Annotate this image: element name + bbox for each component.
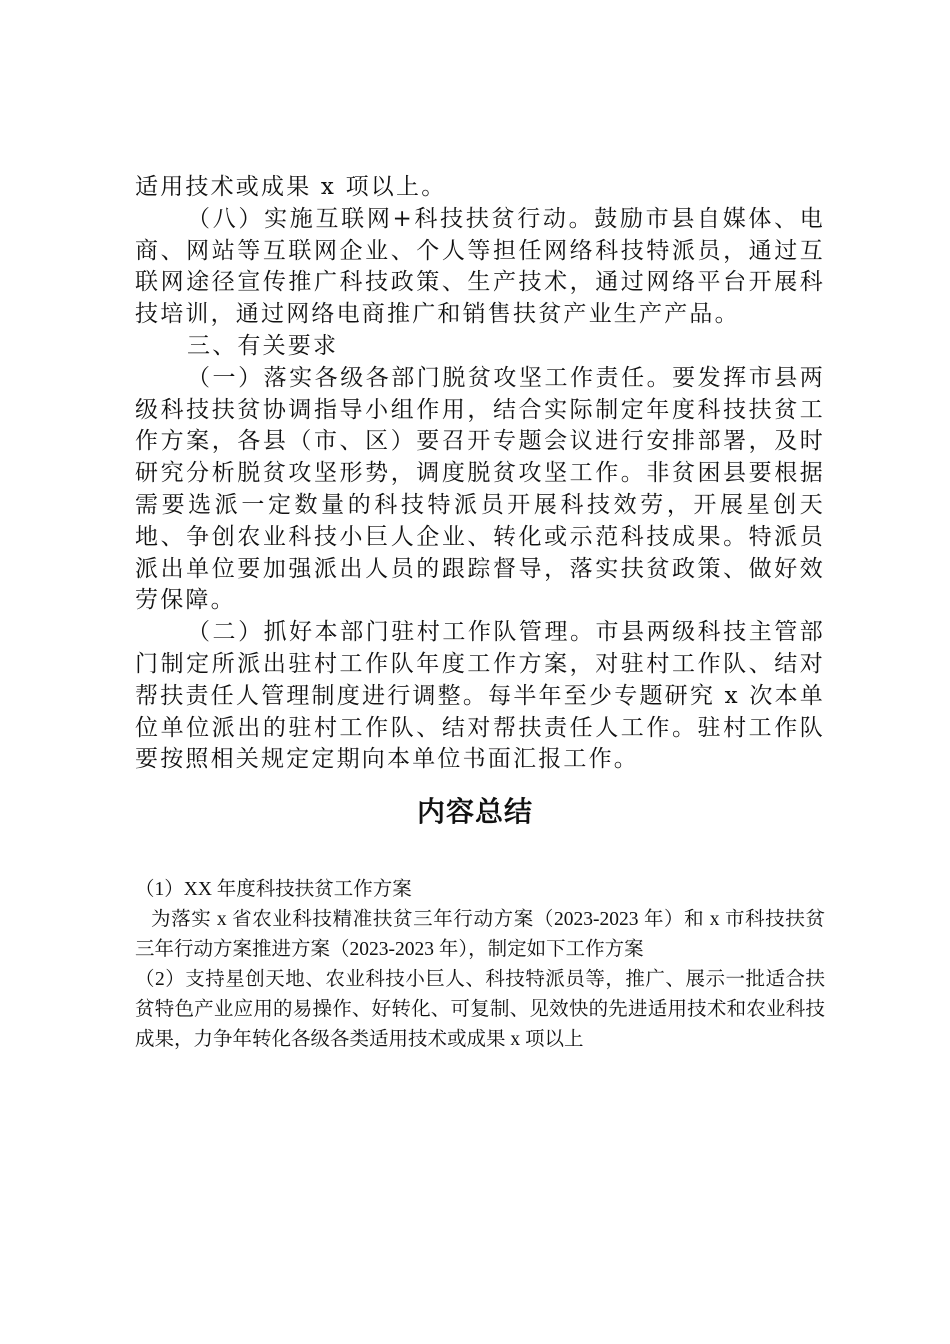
paragraph-continuation: 适用技术或成果 x 项以上。 xyxy=(135,174,447,200)
paragraph-team-management: （二）抓好本部门驻村工作队管理。市县两级科技主管部门制定所派出驻村工作队年度工作方案，对驻村工作队、结对帮扶责任人管理制度进行调整。每半年至少专题研究 x 次本单位单位派出的驻村工作队、结对帮扶责任人工作。驻村工作队要按照相关规定定期向本单位书面汇报工作。 xyxy=(135,619,825,773)
summary-item: 为落实 x 省农业科技精准扶贫三年行动方案（2023-2023 年）和 x 市科技扶贫三年行动方案推进方案（2023-2023 年），制定如下工作方案 xyxy=(135,909,825,960)
document-body xyxy=(135,172,825,776)
section-heading-requirements: 三、有关要求 xyxy=(187,332,339,359)
paragraph-responsibility: （一）落实各级各部门脱贫攻坚工作责任。要发挥市县两级科技扶贫协调指导小组作用，结合实际制定年度科技扶贫工作方案，各县（市、区）要召开专题会议进行安排部署，及时研究分析脱贫攻坚形势，调度脱贫攻坚工作。非贫困县要根据需要选派一定数量的科技特派员开展科技效劳，开展星创天地、争创农业科技小巨人企业、转化或示范科技成果。特派员派出单位要加强派出人员的跟踪督导，落实扶贫政策、做好效劳保障。 xyxy=(135,364,825,614)
summary-section xyxy=(135,875,825,1055)
summary-item: （1）XX 年度科技扶贫工作方案 xyxy=(135,879,412,900)
summary-item: （2）支持星创天地、农业科技小巨人、科技特派员等，推广、展示一批适合扶贫特色产业应用的易操作、好转化、可复制、见效快的先进适用技术和农业科技成果，力争年转化各级各类适用技术或成果 x 项以上 xyxy=(135,969,825,1050)
summary-title: 内容总结 xyxy=(416,795,533,828)
paragraph-internet-action: （八）实施互联网+科技扶贫行动。鼓励市县自媒体、电商、网站等互联网企业、个人等担任网络科技特派员，通过互联网途径宣传推广科技政策、生产技术，通过网络平台开展科技培训，通过网络电商推广和销售扶贫产业生产产品。 xyxy=(135,205,825,328)
